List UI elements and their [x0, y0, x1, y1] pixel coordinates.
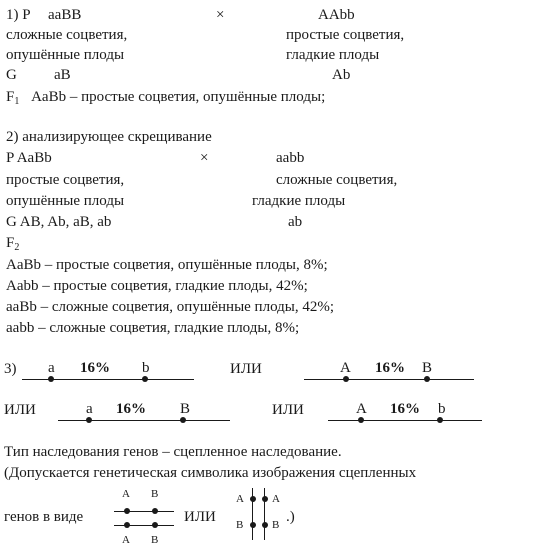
gamete-ab: ab [288, 214, 303, 230]
locus-dot [152, 522, 158, 528]
offspring-1: AaBb – простые соцветия, опушённые плоды, 8%; [6, 257, 328, 273]
p1-trait1-2: простые соцветия, [6, 172, 125, 188]
f2-label: F [6, 235, 15, 251]
gene-label: a [48, 360, 55, 376]
distance-label: 16% [375, 360, 405, 376]
gene-label: B [151, 534, 159, 546]
locus-dot [262, 522, 268, 528]
p1-trait2: опушённые плоды [6, 47, 125, 63]
chromosome-line [114, 525, 174, 526]
distance-label: 16% [116, 401, 146, 417]
gene-label: A [122, 488, 130, 500]
offspring-4: aabb – сложные соцветия, гладкие плоды, 8%; [6, 320, 300, 336]
gene-label: B [151, 488, 159, 500]
p2-genotype: AAbb [318, 7, 355, 23]
offspring-2: Aabb – простые соцветия, гладкие плоды, 42%; [6, 278, 308, 294]
gamete-2: Ab [332, 67, 351, 83]
p2-trait2-2: гладкие плоды [252, 193, 346, 209]
f2-subscript: 2 [14, 242, 20, 253]
locus-dot [124, 522, 130, 528]
or-label: ИЛИ [272, 402, 304, 418]
gene-label: A [236, 493, 244, 505]
f1-text: AaBb – простые соцветия, опушённые плоды; [31, 89, 326, 105]
locus-dot [152, 508, 158, 514]
locus-dot [250, 496, 256, 502]
note-prefix: генов в виде [4, 509, 84, 525]
gene-label: A [340, 360, 351, 376]
or-label: ИЛИ [184, 509, 216, 525]
gene-label: b [438, 401, 446, 417]
distance-label: 16% [80, 360, 110, 376]
f2-line [6, 234, 19, 253]
p2-genotype-2: aabb [276, 150, 305, 166]
p1-trait1: сложные соцветия, [6, 27, 128, 43]
f1-subscript: 1 [14, 96, 20, 107]
part2-heading: 2) анализирующее скрещивание [6, 129, 212, 145]
p1-trait2-2: опушённые плоды [6, 193, 125, 209]
p2-trait1: простые соцветия, [286, 27, 405, 43]
locus-dot [250, 522, 256, 528]
p2-trait2: гладкие плоды [286, 47, 380, 63]
chromosome-line [114, 511, 174, 512]
gene-label: A [356, 401, 367, 417]
gene-label: B [236, 519, 244, 531]
p1-genotype: aaBB [48, 7, 82, 23]
gene-label: b [142, 360, 150, 376]
chromosome-line [304, 379, 474, 380]
locus-dot [124, 508, 130, 514]
cross-sign: × [216, 7, 225, 23]
chromosome-line [328, 420, 482, 421]
part3-num: 3) [4, 361, 17, 377]
cross-sign-2: × [200, 150, 209, 166]
p-line-2: P AaBb [6, 150, 52, 166]
gene-label: A [122, 534, 130, 546]
or-label: ИЛИ [4, 402, 36, 418]
f1-line [6, 88, 325, 107]
chromosome-line [58, 420, 230, 421]
or-label: ИЛИ [230, 361, 262, 377]
offspring-3: aaBb – сложные соцветия, опушённые плоды, 42%; [6, 299, 335, 315]
note-suffix: .) [286, 509, 295, 525]
note-line-1: (Допускается генетическая символика изображения сцепленных [4, 465, 417, 481]
p-label-1: 1) P [6, 7, 31, 23]
distance-label: 16% [390, 401, 420, 417]
gene-label: B [180, 401, 191, 417]
locus-dot [262, 496, 268, 502]
inheritance-type: Тип наследования генов – сцепленное наследование. [4, 444, 342, 460]
f1-label: F [6, 89, 15, 105]
gene-label: B [422, 360, 433, 376]
gamete-1: aB [54, 67, 71, 83]
g-label-1: G [6, 67, 17, 83]
g-line-2: G AB, Ab, aB, ab [6, 214, 112, 230]
p2-trait1-2: сложные соцветия, [276, 172, 398, 188]
gene-label: a [86, 401, 93, 417]
gene-label: A [272, 493, 280, 505]
gene-label: B [272, 519, 280, 531]
